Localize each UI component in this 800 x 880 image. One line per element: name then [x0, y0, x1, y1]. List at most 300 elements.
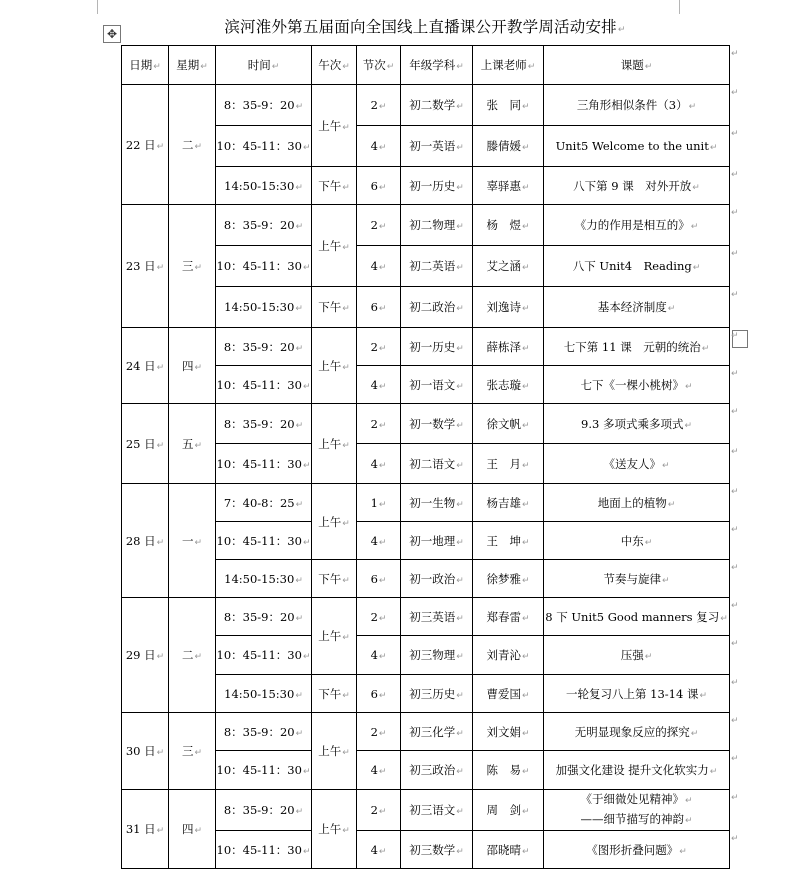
- period-cell: [357, 444, 401, 484]
- header-cell: [357, 46, 401, 85]
- time-cell: [216, 328, 312, 366]
- topic-text: 压强: [620, 648, 644, 662]
- paragraph-mark: ↵: [342, 440, 350, 451]
- topic-text: 节奏与旋律: [603, 571, 661, 586]
- paragraph-mark: ↵: [456, 62, 464, 72]
- time-cell: [216, 444, 312, 484]
- subject-cell-text: 初三政治: [409, 763, 456, 777]
- topic-text: 《于细微处见精神》: [580, 792, 684, 806]
- paragraph-mark: ↵: [156, 748, 165, 758]
- paragraph-mark: ↵: [194, 141, 203, 152]
- paragraph-mark: ↵: [156, 537, 165, 548]
- period-cell: [357, 167, 401, 205]
- topic-text: 三角形相似条件（3）: [576, 98, 688, 112]
- paragraph-mark: ↵: [194, 537, 203, 548]
- subject-cell: [401, 636, 473, 675]
- time-cell-text: 7：40-8：25: [223, 495, 295, 510]
- paragraph-mark: ↵: [456, 846, 464, 857]
- date-cell: [122, 85, 169, 205]
- row-end-mark: ↵: [731, 792, 739, 803]
- subject-cell: [401, 85, 473, 126]
- paragraph-mark: ↵: [302, 381, 311, 392]
- subject-cell: [401, 167, 473, 205]
- paragraph-mark: ↵: [156, 652, 165, 662]
- paragraph-mark: ↵: [456, 143, 464, 153]
- subject-cell: [401, 126, 473, 167]
- time-cell-text: 10：45-11：30: [216, 648, 302, 662]
- table-row: [122, 85, 730, 126]
- paragraph-mark: ↵: [378, 102, 387, 112]
- topic-cell: [544, 246, 730, 287]
- period-cell: [357, 751, 401, 790]
- header-cell-text: 上课老师: [480, 58, 527, 72]
- paragraph-mark: ↵: [342, 748, 350, 758]
- subject-cell-text: 初一数学: [409, 416, 456, 431]
- paragraph-mark: ↵: [378, 222, 387, 232]
- date-cell-text: 22 日: [125, 137, 156, 152]
- row-end-mark: ↵: [731, 446, 739, 457]
- row-end-mark: ↵: [731, 248, 739, 259]
- time-cell-text: 8：35-9：20: [223, 98, 295, 112]
- date-cell-text: 25 日: [125, 436, 156, 451]
- period-cell-text: 2: [370, 98, 378, 112]
- teacher-cell: [473, 831, 544, 869]
- table-row: [122, 790, 730, 831]
- weekday-cell: [169, 328, 216, 404]
- teacher-cell: [473, 790, 544, 831]
- subject-cell-text: 初三历史: [409, 686, 456, 701]
- time-cell-text: 10：45-11：30: [216, 259, 302, 273]
- subject-cell: [401, 444, 473, 484]
- teacher-cell-text: 陈 易: [486, 763, 521, 777]
- teacher-cell: [473, 751, 544, 790]
- header-cell: [312, 46, 357, 85]
- time-cell-text: 10：45-11：30: [216, 842, 302, 857]
- paragraph-mark: ↵: [200, 62, 208, 72]
- paragraph-mark: ↵: [521, 767, 530, 777]
- teacher-cell: [473, 522, 544, 560]
- teacher-cell-text: 刘逸诗: [486, 300, 521, 314]
- paragraph-mark: ↵: [194, 748, 203, 758]
- period-cell-text: 2: [370, 803, 378, 817]
- paragraph-mark: ↵: [690, 222, 699, 232]
- period-cell-text: 4: [370, 377, 378, 392]
- paragraph-mark: ↵: [194, 362, 203, 373]
- paragraph-mark: ↵: [456, 767, 464, 777]
- topic-cell: [544, 404, 730, 444]
- paragraph-mark: ↵: [378, 652, 387, 662]
- subject-cell: [401, 404, 473, 444]
- period-cell: [357, 636, 401, 675]
- half-day-cell: [312, 287, 357, 328]
- teacher-cell: [473, 713, 544, 751]
- topic-text: 八下第 9 课 对外开放: [573, 178, 692, 193]
- paragraph-mark: ↵: [295, 728, 304, 739]
- period-cell: [357, 328, 401, 366]
- paragraph-mark: ↵: [456, 728, 464, 739]
- subject-cell: [401, 246, 473, 287]
- half-day-cell-text: 下午: [318, 571, 342, 586]
- topic-text: 中东: [620, 533, 644, 548]
- header-cell: [122, 46, 169, 85]
- weekday-cell: [169, 484, 216, 598]
- paragraph-mark: ↵: [342, 690, 350, 701]
- topic-cell: [544, 167, 730, 205]
- paragraph-mark: ↵: [378, 807, 387, 817]
- weekday-cell-text: 四: [181, 358, 194, 373]
- table-row: [122, 328, 730, 366]
- paragraph-mark: ↵: [521, 846, 530, 857]
- paragraph-mark: ↵: [342, 362, 350, 373]
- teacher-cell-text: 辜驿惠: [486, 178, 521, 193]
- date-cell-text: 28 日: [125, 533, 156, 548]
- time-cell: [216, 85, 312, 126]
- paragraph-mark: ↵: [302, 767, 311, 777]
- teacher-cell-text: 郑春雷: [486, 609, 521, 624]
- subject-cell: [401, 831, 473, 869]
- table-row: [122, 713, 730, 751]
- paragraph-mark: ↵: [521, 143, 530, 153]
- teacher-cell: [473, 404, 544, 444]
- period-cell: [357, 126, 401, 167]
- teacher-cell-text: 王 月: [486, 456, 521, 471]
- topic-cell: [544, 287, 730, 328]
- date-cell-text: 30 日: [125, 744, 156, 758]
- subject-cell-text: 初一政治: [409, 571, 456, 586]
- period-cell: [357, 675, 401, 713]
- row-end-mark: ↵: [731, 486, 739, 497]
- teacher-cell: [473, 167, 544, 205]
- paragraph-mark: ↵: [156, 263, 165, 273]
- time-cell-text: 14:50-15:30: [224, 178, 295, 193]
- paragraph-mark: ↵: [342, 518, 350, 529]
- topic-text: 七下《一棵小桃树》: [580, 377, 684, 392]
- paragraph-mark: ↵: [295, 304, 303, 314]
- paragraph-mark: ↵: [271, 62, 280, 72]
- weekday-cell-text: 五: [181, 436, 194, 451]
- weekday-cell: [169, 85, 216, 205]
- weekday-cell-text: 四: [181, 822, 194, 836]
- time-cell-text: 8：35-9：20: [223, 803, 295, 817]
- subject-cell-text: 初二数学: [409, 98, 456, 112]
- subject-cell-text: 初三物理: [409, 648, 456, 662]
- topic-text: 地面上的植物: [597, 495, 667, 510]
- document-title: [120, 15, 730, 37]
- time-cell: [216, 167, 312, 205]
- topic-text: 加强文化建设 提升文化软实力: [555, 763, 709, 777]
- header-cell-text: 年级学科: [409, 58, 456, 72]
- time-cell: [216, 522, 312, 560]
- time-cell: [216, 246, 312, 287]
- period-cell: [357, 484, 401, 522]
- paragraph-mark: ↵: [684, 816, 693, 826]
- time-cell-text: 10：45-11：30: [216, 533, 302, 548]
- paragraph-mark: ↵: [456, 652, 464, 662]
- paragraph-mark: ↵: [295, 690, 303, 701]
- subject-cell-text: 初二英语: [409, 259, 456, 273]
- period-cell-text: 4: [370, 259, 378, 273]
- subject-cell: [401, 328, 473, 366]
- subject-cell: [401, 366, 473, 404]
- paragraph-mark: ↵: [617, 25, 626, 35]
- time-cell: [216, 205, 312, 246]
- half-day-cell: [312, 85, 357, 167]
- teacher-cell: [473, 444, 544, 484]
- topic-cell: [544, 522, 730, 560]
- topic-text: Unit5 Welcome to the unit: [555, 139, 709, 153]
- teacher-cell-text: 周 剑: [486, 803, 521, 817]
- half-day-cell: [312, 205, 357, 287]
- topic-text: 八下 Unit4 Reading: [572, 259, 692, 273]
- teacher-cell: [473, 484, 544, 522]
- paragraph-mark: ↵: [456, 381, 464, 392]
- paragraph-mark: ↵: [709, 143, 718, 153]
- paragraph-mark: ↵: [302, 263, 311, 273]
- teacher-cell-text: 张志璇: [486, 377, 521, 392]
- topic-text: 七下第 11 课 元朝的统治: [563, 339, 701, 354]
- paragraph-mark: ↵: [156, 440, 165, 451]
- time-cell: [216, 366, 312, 404]
- time-cell-text: 8：35-9：20: [223, 724, 295, 739]
- period-cell: [357, 560, 401, 598]
- topic-cell: [544, 675, 730, 713]
- subject-cell-text: 初三英语: [409, 609, 456, 624]
- half-day-cell-text: 上午: [318, 436, 342, 451]
- row-end-mark: ↵: [731, 289, 739, 300]
- paragraph-mark: ↵: [521, 304, 530, 314]
- header-cell: [473, 46, 544, 85]
- topic-cell: [544, 790, 730, 831]
- period-cell-text: 6: [370, 178, 378, 193]
- time-cell-text: 8：35-9：20: [223, 339, 295, 354]
- paragraph-mark: ↵: [378, 690, 387, 701]
- topic-cell: [544, 751, 730, 790]
- paragraph-mark: ↵: [521, 807, 530, 817]
- paragraph-mark: ↵: [156, 141, 165, 152]
- paragraph-mark: ↵: [342, 242, 350, 253]
- period-cell: [357, 205, 401, 246]
- page-corner-mark: [97, 0, 98, 14]
- row-end-mark: ↵: [731, 406, 739, 417]
- paragraph-mark: ↵: [153, 62, 161, 72]
- paragraph-mark: ↵: [378, 846, 387, 857]
- page-corner-mark: [679, 0, 680, 14]
- period-cell: [357, 404, 401, 444]
- teacher-cell: [473, 287, 544, 328]
- row-end-mark: ↵: [731, 48, 739, 59]
- paragraph-mark: ↵: [302, 537, 311, 548]
- row-end-mark: ↵: [731, 638, 739, 649]
- paragraph-mark: ↵: [378, 460, 387, 471]
- table-row: [122, 205, 730, 246]
- teacher-cell-text: 张 同: [486, 98, 521, 112]
- period-cell: [357, 713, 401, 751]
- paragraph-mark: ↵: [684, 381, 693, 392]
- date-cell: [122, 328, 169, 404]
- period-cell-text: 4: [370, 648, 378, 662]
- subject-cell-text: 初三数学: [409, 842, 456, 857]
- half-day-cell: [312, 675, 357, 713]
- subject-cell-text: 初一英语: [409, 139, 456, 153]
- paragraph-mark: ↵: [295, 343, 304, 354]
- period-cell: [357, 522, 401, 560]
- paragraph-mark: ↵: [644, 537, 653, 548]
- time-cell: [216, 831, 312, 869]
- time-cell: [216, 560, 312, 598]
- paragraph-mark: ↵: [521, 381, 530, 392]
- date-cell: [122, 205, 169, 328]
- subject-cell: [401, 484, 473, 522]
- schedule-table: [121, 45, 730, 869]
- paragraph-mark: ↵: [342, 122, 350, 133]
- paragraph-mark: ↵: [521, 690, 530, 701]
- paragraph-mark: ↵: [378, 575, 387, 586]
- topic-cell: [544, 126, 730, 167]
- teacher-cell-text: 徐文帆: [486, 416, 521, 431]
- paragraph-mark: ↵: [378, 767, 387, 777]
- subject-cell-text: 初一历史: [409, 178, 456, 193]
- teacher-cell-text: 薛栋泽: [486, 339, 521, 354]
- row-end-mark: ↵: [731, 330, 739, 341]
- paragraph-mark: ↵: [709, 767, 718, 777]
- paragraph-mark: ↵: [456, 460, 464, 471]
- header-cell-text: 课题: [620, 58, 644, 72]
- paragraph-mark: ↵: [378, 499, 387, 510]
- row-end-mark: ↵: [731, 169, 739, 180]
- header-cell-text: 日期: [129, 58, 153, 72]
- weekday-cell-text: 三: [181, 259, 194, 273]
- paragraph-mark: ↵: [456, 613, 464, 624]
- period-cell: [357, 831, 401, 869]
- paragraph-mark: ↵: [456, 304, 464, 314]
- subject-cell-text: 初一语文: [409, 377, 456, 392]
- half-day-cell: [312, 598, 357, 675]
- period-cell: [357, 790, 401, 831]
- time-cell: [216, 598, 312, 636]
- weekday-cell: [169, 404, 216, 484]
- topic-cell: [544, 444, 730, 484]
- header-cell: [169, 46, 216, 85]
- teacher-cell-text: 杨 煜: [486, 218, 521, 232]
- time-cell: [216, 675, 312, 713]
- paragraph-mark: ↵: [456, 182, 464, 193]
- row-end-mark: ↵: [731, 833, 739, 844]
- date-cell: [122, 484, 169, 598]
- header-cell: [216, 46, 312, 85]
- table-move-handle-icon[interactable]: ✥: [103, 25, 121, 43]
- paragraph-mark: ↵: [679, 846, 687, 857]
- time-cell-text: 14:50-15:30: [224, 300, 295, 314]
- period-cell-text: 2: [370, 416, 378, 431]
- paragraph-mark: ↵: [194, 652, 203, 662]
- teacher-cell-text: 杨吉雄: [486, 495, 521, 510]
- half-day-cell-text: 下午: [318, 686, 342, 701]
- period-cell-text: 6: [370, 686, 378, 701]
- paragraph-mark: ↵: [378, 343, 387, 354]
- paragraph-mark: ↵: [521, 420, 530, 431]
- paragraph-mark: ↵: [667, 499, 676, 510]
- date-cell: [122, 404, 169, 484]
- paragraph-mark: ↵: [456, 420, 464, 431]
- half-day-cell-text: 上午: [318, 358, 342, 373]
- period-cell-text: 2: [370, 724, 378, 739]
- time-cell: [216, 751, 312, 790]
- paragraph-mark: ↵: [701, 343, 710, 354]
- weekday-cell-text: 二: [181, 648, 194, 662]
- paragraph-mark: ↵: [684, 420, 692, 431]
- paragraph-mark: ↵: [521, 728, 530, 739]
- paragraph-mark: ↵: [699, 690, 707, 701]
- header-cell-text: 午次: [318, 58, 342, 72]
- topic-cell: [544, 560, 730, 598]
- paragraph-mark: ↵: [378, 381, 387, 392]
- paragraph-mark: ↵: [378, 304, 387, 314]
- weekday-cell-text: 三: [181, 744, 194, 758]
- time-cell-text: 10：45-11：30: [216, 456, 302, 471]
- teacher-cell-text: 艾之涵: [486, 259, 521, 273]
- row-end-mark: ↵: [731, 600, 739, 611]
- paragraph-mark: ↵: [690, 728, 699, 739]
- subject-cell: [401, 598, 473, 636]
- period-cell: [357, 85, 401, 126]
- topic-text: 8 下 Unit5 Good manners 复习: [545, 609, 720, 624]
- title-text: 滨河淮外第五届面向全国线上直播课公开教学周活动安排: [224, 18, 617, 36]
- teacher-cell: [473, 636, 544, 675]
- paragraph-mark: ↵: [302, 143, 311, 153]
- teacher-cell: [473, 328, 544, 366]
- paragraph-mark: ↵: [456, 343, 464, 354]
- topic-text: 《图形折叠问题》: [586, 842, 679, 857]
- topic-text: 《力的作用是相互的》: [574, 218, 690, 232]
- subject-cell: [401, 205, 473, 246]
- paragraph-mark: ↵: [302, 846, 311, 857]
- teacher-cell-text: 邵晓晴: [486, 842, 521, 857]
- paragraph-mark: ↵: [692, 182, 700, 193]
- paragraph-mark: ↵: [342, 633, 350, 643]
- period-cell-text: 4: [370, 763, 378, 777]
- paragraph-mark: ↵: [302, 652, 311, 662]
- paragraph-mark: ↵: [386, 62, 395, 72]
- teacher-cell-text: 王 坤: [486, 533, 521, 548]
- weekday-cell: [169, 598, 216, 713]
- paragraph-mark: ↵: [378, 613, 387, 624]
- teacher-cell: [473, 246, 544, 287]
- period-cell-text: 2: [370, 339, 378, 354]
- half-day-cell: [312, 167, 357, 205]
- paragraph-mark: ↵: [527, 62, 536, 72]
- period-cell-text: 4: [370, 533, 378, 548]
- half-day-cell-text: 上午: [318, 238, 342, 253]
- half-day-cell-text: 上午: [318, 629, 342, 643]
- weekday-cell-text: 一: [181, 533, 194, 548]
- paragraph-mark: ↵: [661, 575, 670, 586]
- paragraph-mark: ↵: [194, 263, 203, 273]
- subject-cell: [401, 560, 473, 598]
- paragraph-mark: ↵: [456, 263, 464, 273]
- time-cell-text: 10：45-11：30: [216, 377, 302, 392]
- date-cell-text: 31 日: [125, 822, 156, 836]
- topic-cell: [544, 85, 730, 126]
- date-cell-text: 29 日: [125, 648, 156, 662]
- period-cell-text: 2: [370, 609, 378, 624]
- paragraph-mark: ↵: [521, 102, 530, 112]
- table-row: [122, 598, 730, 636]
- time-cell: [216, 287, 312, 328]
- paragraph-mark: ↵: [456, 222, 464, 232]
- topic-text-line2: ——细节描写的神韵: [580, 812, 684, 826]
- paragraph-mark: ↵: [644, 652, 653, 662]
- paragraph-mark: ↵: [456, 807, 464, 817]
